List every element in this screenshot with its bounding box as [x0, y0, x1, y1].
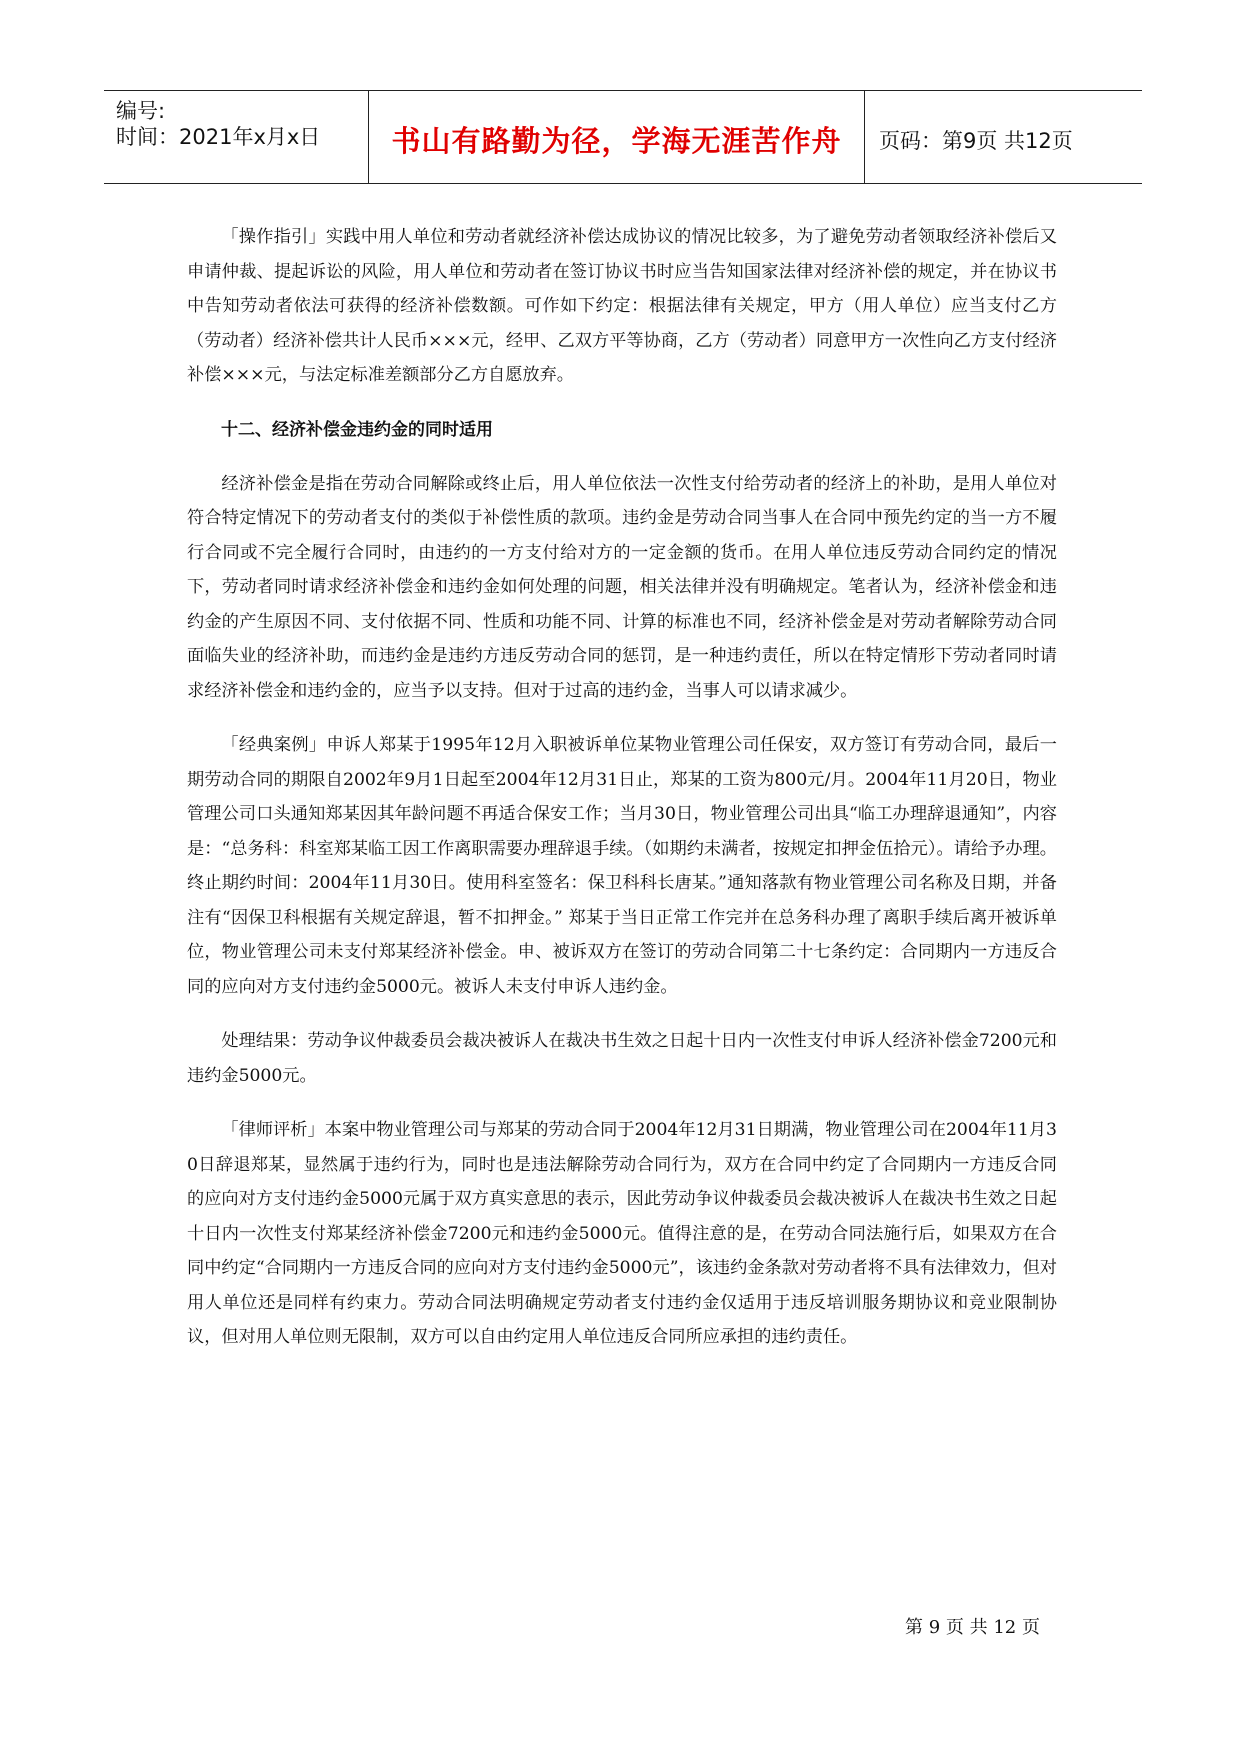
section-heading: 十二、经济补偿金违约金的同时适用 — [221, 419, 493, 440]
paragraph-operation-guide: 「操作指引」实践中用人单位和劳动者就经济补偿达成协议的情况比较多，为了避免劳动者领取经济补偿后又申请仲裁、提起诉讼的风险，用人单位和劳动者在签订协议书时应当告知国家法律对经济补偿的规定，并在协议书中告知劳动者依法可获得的经济补偿数额。可作如下约定：根据法律有关规定，甲方（用人单位）应当支付乙方（劳动者）经济补偿共计人民币×××元，经甲、乙双方平等协商，乙方（劳动者）同意甲方一次性向乙方支付经济补偿×××元，与法定标准差额部分乙方自愿放弃。 — [187, 227, 1057, 385]
document-number-label: 编号: — [116, 99, 166, 123]
paragraph-compensation-definition: 经济补偿金是指在劳动合同解除或终止后，用人单位依法一次性支付给劳动者的经济上的补助，是用人单位对符合特定情况下的劳动者支付的类似于补偿性质的款项。违约金是劳动合同当事人在合同中预先约定的当一方不履行合同或不完全履行合同时，由违约的一方支付给对方的一定金额的货币。在用人单位违反劳动合同约定的情况下，劳动者同时请求经济补偿金和违约金如何处理的问题，相关法律并没有明确规定。笔者认为，经济补偿金和违约金的产生原因不同、支付依据不同、性质和功能不同、计算的标准也不同，经济补偿金是对劳动者解除劳动合同面临失业的经济补助，而违约金是违约方违反劳动合同的惩罚，是一种违约责任，所以在特定情形下劳动者同时请求经济补偿金和违约金的，应当予以支持。但对于过高的违约金，当事人可以请求减少。 — [187, 473, 1057, 701]
paragraph-classic-case: 「经典案例」申诉人郑某于1995年12月入职被诉单位某物业管理公司任保安，双方签订有劳动合同，最后一期劳动合同的期限自2002年9月1日起至2004年12月31日止，郑某的工资为800元/月。2004年11月20日，物业管理公司口头通知郑某因其年龄问题不再适合保安工作；当月30日，物业管理公司出具“临工办理辞退通知”，内容是：“总务科：科室郑某临工因工作离职需要办理辞退手续。（如期约未满者，按规定扣押金伍拾元）。请给予办理。终止期约时间：2004年11月30日。使用科室签名：保卫科科长唐某。”通知落款有物业管理公司名称及日期，并备注有“因保卫科根据有关规定辞退，暂不扣押金。” 郑某于当日正常工作完并在总务科办理了离职手续后离开被诉单位，物业管理公司未支付郑某经济补偿金。申、被诉双方在签订的劳动合同第二十七条约定：合同期内一方违反合同的应向对方支付违约金5000元。被诉人未支付申诉人违约金。 — [187, 735, 1057, 997]
document-body — [187, 220, 1057, 1355]
paragraph-ruling-result: 处理结果：劳动争议仲裁委员会裁决被诉人在裁决书生效之日起十日内一次性支付申诉人经济补偿金7200元和违约金5000元。 — [187, 1031, 1057, 1086]
header-page-code: 页码：第9页 共12页 — [879, 129, 1073, 153]
page-footer-number: 第 9 页 共 12 页 — [905, 1617, 1040, 1638]
header-right-cell — [865, 91, 1142, 183]
header-left-cell — [104, 91, 368, 183]
header-slogan: 书山有路勤为径，学海无涯苦作舟 — [391, 124, 842, 158]
page-header — [104, 90, 1142, 184]
header-middle-cell — [368, 91, 865, 183]
document-time-label: 时间：2021年x月x日 — [116, 125, 321, 149]
paragraph-lawyer-comment: 「律师评析」本案中物业管理公司与郑某的劳动合同于2004年12月31日期满，物业管理公司在2004年11月30日辞退郑某，显然属于违约行为，同时也是违法解除劳动合同行为，双方在合同中约定了合同期内一方违反合同的应向对方支付违约金5000元属于双方真实意思的表示，因此劳动争议仲裁委员会裁决被诉人在裁决书生效之日起十日内一次性支付郑某经济补偿金7200元和违约金5000元。值得注意的是，在劳动合同法施行后，如果双方在合同中约定“合同期内一方违反合同的应向对方支付违约金5000元”，该违约金条款对劳动者将不具有法律效力，但对用人单位还是同样有约束力。劳动合同法明确规定劳动者支付违约金仅适用于违反培训服务期协议和竞业限制协议，但对用人单位则无限制，双方可以自由约定用人单位违反合同所应承担的违约责任。 — [187, 1120, 1057, 1347]
